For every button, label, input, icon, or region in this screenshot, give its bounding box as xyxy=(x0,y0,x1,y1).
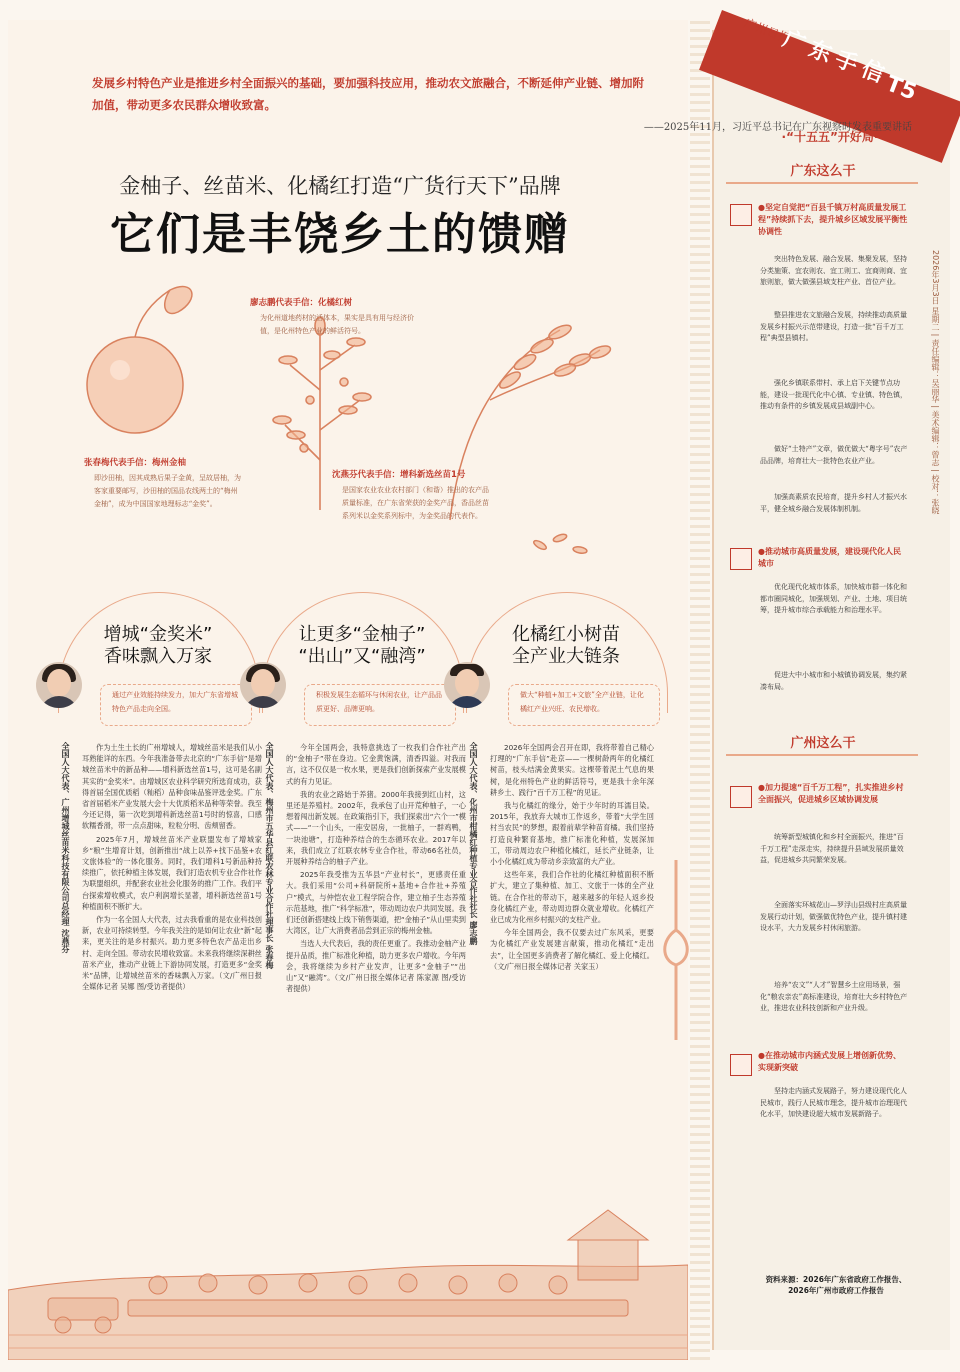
body-paragraph: 2026年全国两会召开在即，我将带着自己精心打理的“广东手信”赴京——一棵树龄两年的化橘红树苗，枝头结满金黄果实。这棵带着泥土气息的果树，是化州特色产业的鲜活符号，更是我十余年深耕乡土、践行“百千万工程”的见证。 xyxy=(490,743,654,797)
body-paragraph: 今年全国两会，我不仅要去过广东风采，更要为化橘红产业发展建言献策，推动化橘红“走出去”，让全国更多消费者了解化橘红、爱上化橘红。（文/广州日报全媒体记者 关家玉） xyxy=(490,928,654,971)
avatar xyxy=(240,662,286,708)
column-body xyxy=(286,742,466,996)
sidebar-paragraph: 强化乡镇联系带村、承上启下关键节点功能，建设一批现代化中心镇、专业镇、特色镇，推动有条件的乡镇发展成县域副中心。 xyxy=(760,379,907,410)
column-title-huazhou xyxy=(466,624,666,668)
sidebar-item-heading: ●坚定自觉把“百县千镇万村高质量发展工程”持续抓下去，提升城乡区域发展平衡性协调性 xyxy=(758,203,908,236)
building-icon xyxy=(730,204,752,226)
sidebar-kicker: ·“十五五”开好局· xyxy=(781,130,879,144)
leader-quote: 发展乡村特色产业是推进乡村全面振兴的基础，要加强科技应用，推动农文旅融合，不断延伸产业链、增加附加值，带动更多农民群众增收致富。 xyxy=(92,76,644,112)
avatar xyxy=(36,662,82,708)
quote-source: ——2025年11月，习近平总书记在广东视察时发表重要讲话 xyxy=(643,122,912,133)
column-lead: 通过产业效能持续发力，加大广东省增城特色产品走向全国。 xyxy=(112,691,238,713)
sidebar-paragraph: 促进大中小城市和小城镇协调发展，集约紧凑布局。 xyxy=(760,671,907,691)
caption-title-rice: 沈燕芬代表手信：增科新选丝苗1号 xyxy=(332,470,466,480)
body-paragraph: 今年全国两会，我特意挑选了一枚我们合作社产出的“金柚子”带在身边。它金黄饱满，清香四溢。对我而言，这不仅仅是一枚水果，更是我们创新探索产业发展模式的有力见证。 xyxy=(286,743,466,786)
body-paragraph: 2025年我受推为五华县“产业村长”，更感责任重大。我们采用“公司+科研院所+基地+合作社+养殖户”模式，与仲恺农业工程学院合作，建立柚子生态养殖示范基地，推广“科学标准”，带动周边农户共同发展。我们还创新搭建线上线下销售渠道，把“金柚子”从山里卖到大湾区，让广大消费者品尝到正宗的梅州金柚。 xyxy=(286,870,466,936)
divider xyxy=(726,754,918,756)
column-title-zengcheng xyxy=(58,624,258,668)
caption-title-pomelo: 张春梅代表手信：梅州金柚 xyxy=(84,458,187,468)
body-paragraph: 作为土生土长的广州增城人，增城丝苗米是我们从小耳熟能详的东西。今年我准备带去北京的“广东手信”是增城丝苗米中的新品种——增科新选丝苗1号，这可是名副其实的“金奖米”。由增城区农业科学研究所选育成功，获得首届全国优质稻（籼稻）品种食味品鉴评选金奖。广东省首届稻米产业发展大会十大优质稻米品种等荣誉。我至今还记得，第一次吃到增科新选丝苗1号时的惊喜，口感软糯香滑，带一点点甜味，粒粒分明、齿颊留香。 xyxy=(82,743,262,831)
caption-title-huajuhong: 廖志鹏代表手信：化橘红树 xyxy=(250,298,353,308)
sidebar-item-heading: ●在推动城市内涵式发展上增创新优势、实现新突破 xyxy=(758,1051,901,1072)
section-title-guangdong: 广东这么干 xyxy=(790,164,856,179)
body-paragraph: 当选人大代表后，我的责任更重了。我推动金柚产业提升品质，推广标准化种植，助力更多农户增收。今年两会，我将继续为乡村产业发声，让更多“金柚子”“出山”又“融湾”。（文/广州日报全媒体记者 陈家源 图/受访者提供） xyxy=(286,939,466,994)
caption-desc-huajuhong: 为化州道地药材的活体本，果实是具有用与经济价值，是化州特色产业的鲜活符号。 xyxy=(260,314,414,335)
sidebar-item-heading: ●加力提速“百千万工程”，扎实推进乡村全面振兴，促进城乡区域协调发展 xyxy=(758,783,904,804)
byline: 全国人大代表、化州市柑橘红种植专业合作社社长 廖志鹏 xyxy=(469,742,478,945)
body-paragraph: 这些年来，我们合作社的化橘红种植面积不断扩大，建立了集种植、加工、文旅于一体的全产业链。在合作社的带动下，越来越多的年轻人返乡投身化橘红产业，带动周边群众就业增收。化橘红产业已成为化州乡村振兴的支柱产业。 xyxy=(490,870,654,925)
sidebar-paragraph: 做好“土特产”文章，做优做大“粤字号”农产品品牌，培育壮大一批特色农业产业。 xyxy=(760,445,908,465)
pomelo-icon xyxy=(87,287,192,433)
page-spine-decoration xyxy=(690,20,710,1360)
caption-desc-rice: 是国家农业农业农村部门（和谐）推出的农产品质量标准，在广东省荣获的金奖产品，香品丝苗系列米以金奖系列标中，为金奖品的代表作。 xyxy=(342,486,489,520)
sidebar-paragraph: 整县推进农文旅融合发展，持续推动高质量发展乡村振兴示范带建设，打造一批“百千万工程”典型县镇村。 xyxy=(760,311,907,342)
section-banner-title: 广东手信 xyxy=(779,26,893,91)
sidebar-paragraph: 全面落实环城花山—罗浮山县级村庄高质量发展行动计划，做强做优特色产业，提升镇村建设水平，大力发展乡村休闲旅游。 xyxy=(760,901,907,932)
sidebar-paragraph: 加强高素质农民培育，提升乡村人才振兴水平，健全城乡融合发展体制机制。 xyxy=(760,493,907,513)
section-title-guangzhou: 广州这么干 xyxy=(790,736,856,751)
sidebar-paragraph: 突出特色发展、融合发展、集聚发展，坚持分类施策、宜农则农、宜工则工、宜商则商、宜旅则旅，做大做强县域支柱产业、首位产业。 xyxy=(760,255,907,286)
caption-desc-pomelo: 即沙田柚，因其成熟后果子金黄，呈故居柚，为客家重要邮写，沙田柚的国品农线两土的“梅州金柚”，成为中国国家地理标志“金奖”。 xyxy=(94,474,241,508)
body-paragraph: 我与化橘红的缘分，始于少年时的耳濡目染。2015年，我放弃大城市工作返乡，带着“大学生回村当农民”的梦想，跟着前辈学种苗育橘。我们坚持打造良种繁育基地，推广标准化种植，发展深加工，带动周边农户种植化橘红，延长产业链条，让小小化橘红成为带动乡亲致富的大产业。 xyxy=(490,801,654,867)
byline: 全国人大代表、梅州市五华县红联农林专业合作社理事长 张春梅 xyxy=(265,742,274,969)
village-icon xyxy=(730,786,752,808)
column-lead: 积极发展生态循环与休闲农业，让产品品质更好、品牌更响。 xyxy=(316,691,442,713)
column-lead: 做大“种植+加工+文旅”全产业链，让化橘红产业兴旺、农民增收。 xyxy=(520,691,644,713)
avatar xyxy=(444,662,490,708)
article-headline: 它们是丰饶乡土的馈赠 xyxy=(110,209,570,260)
skyline-icon xyxy=(730,1054,752,1076)
body-paragraph: 2025年7月，增城丝苗米产业联盟发布了增城家乡“粮”生增育计划，创新推出“战上以养+找下品鉴+农文旅体验”的一体化服务。同时，我们增科1号新品种持续推广，依托种植主体发展，我们打造农机专业合作社作为联盟组织，并配套农业社会化服务的推广工作。我们平台探索增收模式，农户利润增长显著，增科新选丝苗1号种植面积不断扩大。 xyxy=(82,834,262,911)
column-title-line: 增城“金奖米” xyxy=(103,624,213,645)
column-title-line: 化橘红小树苗 xyxy=(512,624,620,645)
date-strip: 2026年3月3日 星期二 | 责任编辑：吴丽华 | 美术编辑：曾志 | 校对：张晓 xyxy=(931,250,940,515)
column-title-line: 全产业大链条 xyxy=(512,646,620,667)
body-paragraph: 我的农业之路始于养猪。2000年我接到红山村，这里还是养殖村。2002年，我承包了山开荒种柚子，一心想着闯出新发展。在政策指引下，我们探索出“六个一”模式——“一个山头，一座安居房，一批柚子，一群鸡鸭，一块池塘”，打造种养结合的生态循环农业。2017年以来，我们成立了红联农林专业合作社，带动66名社员，开展种养结合的柚子产业。 xyxy=(286,789,466,867)
orange-tree-sapling-icon xyxy=(273,317,371,510)
column-title-line: “出山”又“融湾” xyxy=(298,646,426,667)
byline: 全国人大代表、广州增城丝苗米科技有限公司总经理 沈燕芬 xyxy=(61,742,70,953)
column-body xyxy=(490,742,654,974)
column-title-line: 香味飘入万家 xyxy=(104,646,212,667)
sidebar-item-heading: ●推动城市高质量发展，建设现代化人民城市 xyxy=(758,547,901,568)
column-title-meizhou xyxy=(262,624,462,668)
newspaper-logo: 广州日报 xyxy=(742,15,793,47)
sidebar-paragraph: 统筹新型城镇化和乡村全面振兴，推进“百千万工程”走深走实，持续提升县域发展质量效益，促进城乡共同繁荣发展。 xyxy=(760,833,904,864)
body-paragraph: 作为一名全国人大代表，过去我看重的是农业科技创新，农业可持续转型。今年我关注的是如何让农业“新”起来，更关注的是乡村振兴。助力更多特色农产品走出乡村、走向全国。带动农民增收致富。未来我将继续深耕丝苗米产业，推动产业链上下游协同发展，打造更多“金奖米”品牌，让增城丝苗米的香味飘入万家。（文/广州日报全媒体记者 吴娜 图/受访者提供） xyxy=(82,915,262,992)
source-note: 资料来源：2026年广东省政府工作报告、2026年广州市政府工作报告 xyxy=(765,1275,907,1295)
farm-scene-illustration xyxy=(8,1120,688,1360)
divider xyxy=(726,182,918,184)
column-body xyxy=(82,742,262,994)
sidebar-paragraph: 培养“农文”“人才”智慧乡土应用场景，强化“粮农亲农”高标准建设，培育壮大乡村特色产业，推进农业科技创新和产业升级。 xyxy=(760,981,908,1012)
page-number: T5 xyxy=(882,71,920,106)
article-subheadline: 金柚子、丝苗米、化橘红打造“广货行天下”品牌 xyxy=(119,174,561,198)
city-icon xyxy=(730,548,752,570)
column-title-line: 让更多“金柚子” xyxy=(298,624,426,645)
sidebar-paragraph: 优化现代化城市体系，加快城市群一体化和都市圈同城化，加强规划、产业、土地、项目统筹，提升城市综合承载能力和治理水平。 xyxy=(760,583,907,614)
sidebar-paragraph: 坚持走内涵式发展路子，努力建设现代化人民城市，践行人民城市理念，提升城市治理现代化水平，加快建设超大城市发展新路子。 xyxy=(760,1087,907,1118)
rope-knot-icon xyxy=(656,860,696,1040)
